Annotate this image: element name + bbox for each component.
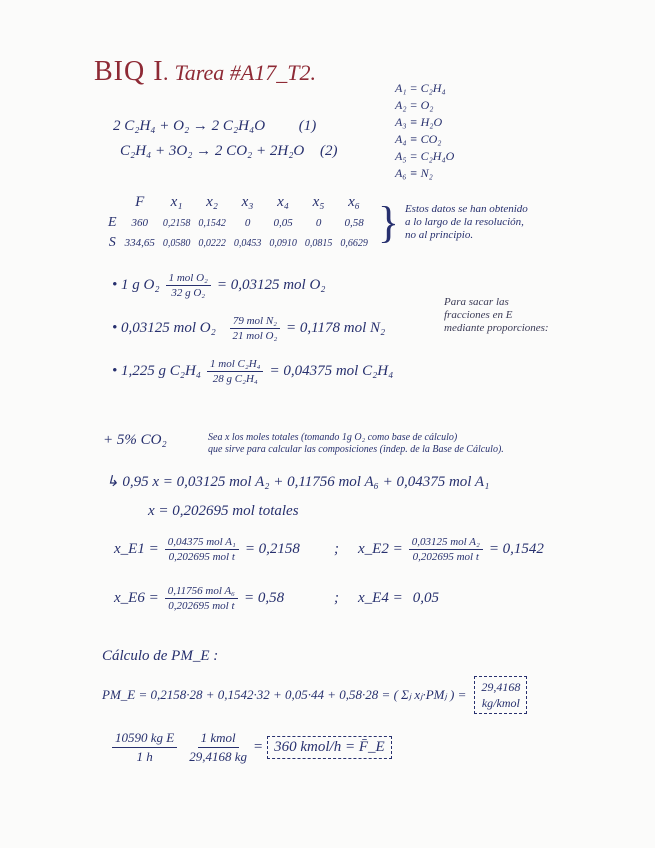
fractions-grid [114, 536, 598, 612]
fraction-den: 28 g C₂H₄ [212, 373, 258, 385]
cell: 0,0580 [162, 237, 191, 249]
reaction-number: (1) [298, 118, 317, 134]
co2-line: + 5% CO₂ [103, 432, 167, 448]
fraction-result: 0,05 [412, 590, 439, 606]
fraction-den: 1 h [136, 749, 153, 764]
table-header [104, 192, 372, 213]
pm-heading: Cálculo de PM_E : [102, 648, 219, 664]
cell: 0 [244, 217, 251, 229]
fraction-num: 79 mol N₂ [230, 315, 280, 329]
conversion-lead: • 1 g O₂ [112, 277, 160, 293]
side-note [444, 296, 549, 335]
col-header: F [135, 194, 145, 210]
col-header: x₃ [241, 194, 254, 210]
col-header: x₄ [277, 194, 289, 210]
co2-block [103, 432, 504, 456]
stream-table [104, 192, 372, 253]
fraction-label: x_E1 = [114, 541, 159, 557]
reaction-1 [113, 118, 316, 135]
document-title [94, 56, 316, 88]
equals: = [253, 739, 264, 755]
species-item: A₂ = O₂ [395, 98, 434, 112]
col-header: x₆ [348, 194, 360, 210]
conversion-lead: • 1,225 g C₂H₄ [112, 363, 202, 379]
cell: S [108, 235, 116, 250]
fraction-result: = 0,58 [243, 590, 285, 606]
cell: 0,0910 [269, 237, 297, 249]
cell: 0,0815 [304, 237, 333, 249]
table-note [405, 203, 528, 242]
fraction-xe2 [358, 536, 598, 563]
task-id: . Tarea #A17_T2. [163, 60, 316, 85]
note-line: no al principio. [404, 229, 474, 241]
separator: ; [334, 590, 339, 606]
cell: 0,58 [344, 217, 364, 229]
fraction-num: 0,04375 mol A₁ [165, 536, 239, 550]
balance-equation: ↳ 0,95 x = 0,03125 mol A₂ + 0,11756 mol A₆ + 0,04375 mol A₁ [106, 474, 490, 490]
cell: E [108, 215, 117, 230]
fraction-xe1 [114, 536, 334, 563]
fraction-den: 29,4168 kg [189, 749, 247, 764]
conversion-n2 [112, 315, 432, 342]
note-line: mediante proporciones: [444, 322, 549, 334]
species-item: A₄ ≡ CO₂ [395, 132, 442, 146]
fraction-den: 0,202695 mol t [168, 551, 235, 563]
note-line: que sirve para calcular las composiciones (indep. de la Base de Cálculo). [208, 444, 504, 455]
cell: 0,05 [273, 217, 293, 229]
fraction-den: 0,202695 mol t [412, 551, 479, 563]
note-line: Para sacar las [444, 296, 509, 308]
reaction-number: (2) [320, 143, 338, 159]
flow-calc [106, 730, 392, 765]
fraction-label: x_E4 = [358, 590, 403, 606]
reaction-text: 2 C₂H₄ + O₂ → 2 C₂H₄O [113, 118, 266, 134]
conversions-list [112, 272, 432, 385]
fraction-den: 0,202695 mol t [168, 600, 235, 612]
brace: } [377, 197, 399, 247]
conversion-lead: • 0,03125 mol O₂ [112, 320, 216, 336]
basis-note [208, 432, 504, 456]
fraction-num: 1 mol C₂H₄ [207, 358, 263, 372]
conversion-o2 [112, 272, 432, 299]
cell: 360 [131, 217, 148, 229]
fraction-num: 10590 kg E [112, 730, 177, 748]
note-line: a lo largo de la resolución, [404, 216, 524, 228]
table-row [104, 233, 372, 253]
fraction-num: 1 kmol [198, 730, 239, 748]
note-line: Estos datos se han obtenido [404, 203, 528, 215]
reaction-text: C₂H₄ + 3O₂ → 2 CO₂ + 2H₂O [120, 143, 305, 159]
fraction-num: 1 mol O₂ [166, 272, 211, 286]
course-name: BIQ I [94, 56, 164, 87]
cell: 0,0453 [233, 237, 262, 249]
note-line: Sea x los moles totales (tomando 1g O₂ como base de cálculo) [208, 432, 458, 443]
total-moles: x = 0,202695 mol totales [148, 503, 299, 519]
note-line: fracciones en E [444, 309, 513, 321]
fraction-num: 0,11756 mol A₆ [165, 585, 238, 599]
cell: 0,0222 [198, 237, 226, 249]
conversion-c2h4 [112, 358, 432, 385]
col-header: x₁ [170, 194, 183, 210]
fraction-result: = 0,1542 [488, 541, 544, 557]
pm-equation: PM_E = 0,2158·28 + 0,1542·32 + 0,05·44 + 0,58·28 = ( Σⱼ xⱼ·PMⱼ ) = [102, 687, 467, 702]
fraction-num: 0,03125 mol A₂ [409, 536, 483, 550]
species-item: A₆ ≡ N₂ [395, 166, 433, 180]
fraction-result: = 0,2158 [244, 541, 300, 557]
species-item: A₅ = C₂H₄O [395, 149, 455, 163]
cell: 0,1542 [198, 217, 226, 229]
col-header: x₂ [206, 194, 218, 210]
conversion-result: = 0,04375 mol C₂H₄ [269, 363, 394, 379]
species-legend [395, 80, 454, 182]
pm-value: 29,4168 [481, 680, 521, 694]
flow-result: 360 kmol/h = F̄_E [267, 736, 392, 759]
conversion-result: = 0,1178 mol N₂ [285, 320, 386, 336]
fraction-xe6 [114, 585, 334, 612]
fraction-label: x_E6 = [114, 590, 159, 606]
separator: ; [334, 541, 339, 557]
species-item: A₃ ≡ H₂O [395, 115, 443, 129]
reaction-2 [120, 143, 338, 160]
pm-unit: kg/kmol [481, 696, 520, 710]
cell: 334,65 [124, 237, 155, 249]
cell: 0,6629 [340, 237, 368, 249]
fraction-den: 21 mol O₂ [232, 330, 278, 342]
cell: 0 [315, 217, 322, 229]
fraction-xe4 [358, 590, 598, 607]
pm-result-box [474, 676, 527, 714]
pm-block [102, 676, 527, 714]
cell: 0,2158 [162, 217, 191, 229]
fraction-den: 32 g O₂ [171, 287, 206, 299]
species-item: A₁ = C₂H₄ [395, 81, 446, 95]
table-row [104, 213, 372, 233]
conversion-result: = 0,03125 mol O₂ [216, 277, 326, 293]
conversions-block [112, 272, 549, 385]
stream-table-block [104, 192, 528, 253]
col-header [104, 192, 121, 213]
fraction-label: x_E2 = [358, 541, 403, 557]
col-header: x₅ [312, 194, 325, 210]
